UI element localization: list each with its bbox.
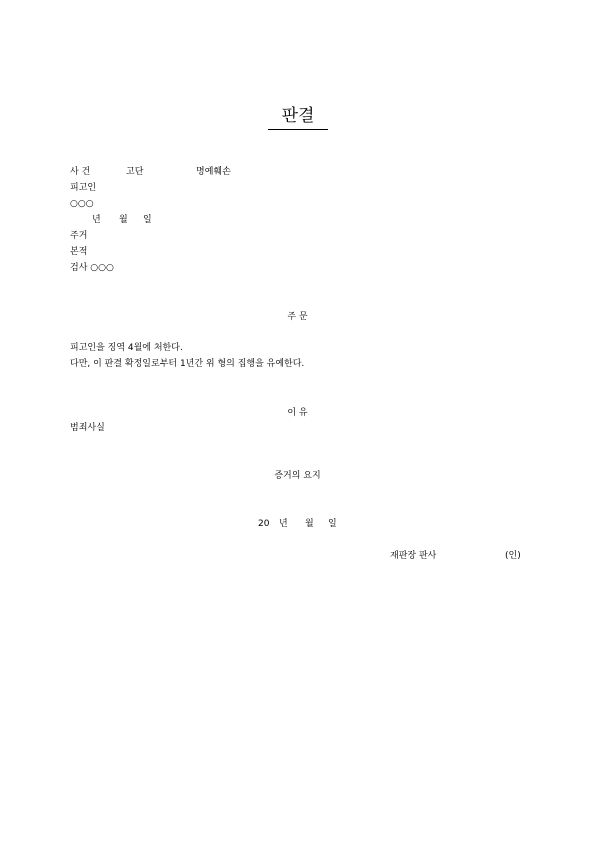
defendant-name: ○○○ — [70, 199, 94, 209]
birth-month: 월 — [119, 215, 128, 225]
domicile-label: 본적 — [70, 247, 88, 257]
order-line-2: 다만, 이 판결 확정일로부터 1년간 위 형의 집행을 유예한다. — [70, 359, 305, 369]
section-order-heading: 주 문 — [287, 312, 308, 322]
section-evidence-heading: 증거의 요지 — [274, 471, 321, 481]
birth-year: 년 — [92, 215, 101, 225]
date-day: 일 — [328, 519, 337, 529]
date-month: 월 — [305, 519, 314, 529]
case-name: 명예훼손 — [196, 167, 231, 177]
date-year: 년 — [279, 519, 288, 529]
judge-title: 재판장 판사 — [390, 551, 437, 561]
defendant-label: 피고인 — [70, 183, 97, 193]
crime-facts-label: 범죄사실 — [70, 423, 105, 433]
address-label: 주거 — [70, 231, 88, 241]
order-line-1: 피고인을 징역 4월에 처한다. — [70, 343, 183, 353]
prosecutor: 검사 ○○○ — [70, 263, 114, 273]
judgment-title: 판결 — [281, 106, 315, 126]
title-underline — [268, 129, 328, 130]
seal-mark: (인) — [505, 551, 521, 561]
case-type: 고단 — [126, 167, 144, 177]
section-reason-heading: 이 유 — [287, 408, 308, 418]
case-label: 사 건 — [70, 167, 91, 177]
date-prefix: 20 — [258, 519, 270, 529]
birth-day: 일 — [143, 215, 152, 225]
